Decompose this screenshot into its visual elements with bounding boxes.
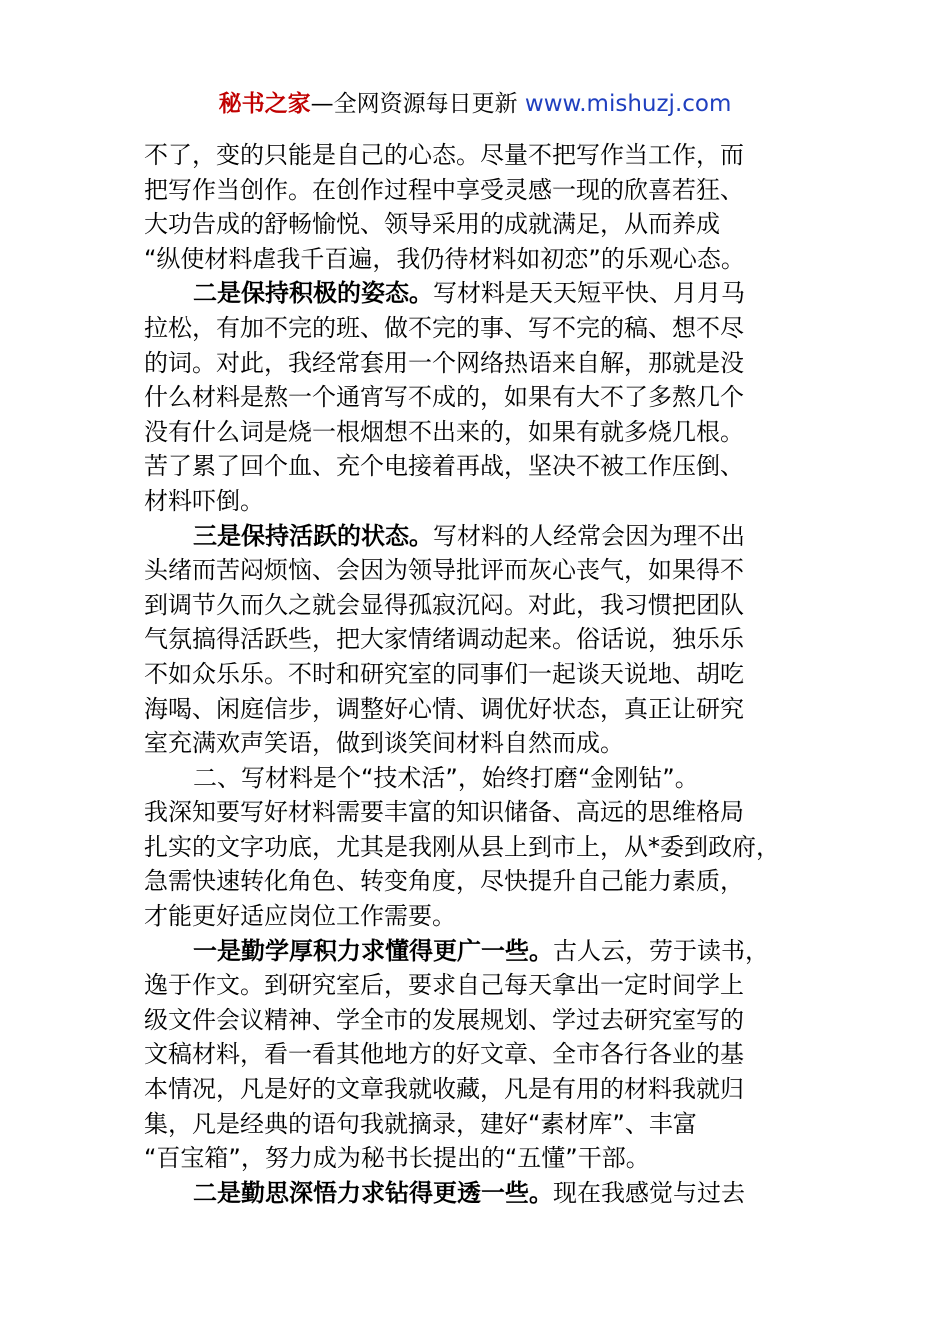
section-lead-heading: 一是勤学厚积力求懂得更广一些。 [193,936,553,965]
text-line [144,830,834,865]
line-text: 急需快速转化角色、转变角度，尽快提升自己能力素质， [144,867,744,896]
text-line [144,311,834,346]
text-line [144,657,834,692]
text-line [144,726,834,761]
line-text: 不如众乐乐。不时和研究室的同事们一起谈天说地、胡吃 [144,659,744,688]
text-line [144,1003,834,1038]
text-line [144,622,834,657]
line-text: 的词。对此，我经常套用一个网络热语来自解，那就是没 [144,348,744,377]
text-line [144,173,834,208]
section-lead-heading: 三是保持活跃的状态。 [193,521,433,550]
line-text: 才能更好适应岗位工作需要。 [144,902,456,931]
line-text: 集，凡是经典的语句我就摘录，建好“素材库”、丰富 [144,1109,697,1138]
line-text: 我深知要写好材料需要丰富的知识储备、高远的思维格局 [144,798,744,827]
line-text: 不了，变的只能是自己的心态。尽量不把写作当工作，而 [144,141,744,169]
text-line [144,1107,834,1142]
line-text: “纵使材料虐我千百遍，我仍待材料如初恋”的乐观心态。 [144,244,745,273]
line-text: 古人云，劳于读书， [553,936,769,965]
text-line [144,864,834,899]
line-text: 没有什么词是烧一根烟想不出来的，如果有就多烧几根。 [144,417,744,446]
line-text: “百宝箱”，努力成为秘书长提出的“五懂”干部。 [144,1144,650,1173]
line-text: 材料吓倒。 [144,486,264,515]
line-text: 室充满欢声笑语，做到谈笑间材料自然而成。 [144,729,624,758]
text-line [144,1141,834,1176]
line-text: 到调节久而久之就会显得孤寂沉闷。对此，我习惯把团队 [144,590,744,619]
section-lead-heading: 二是保持积极的姿态。 [193,279,433,308]
text-line [144,276,834,311]
line-text: 什么材料是熬一个通宵写不成的，如果有大不了多熬几个 [144,383,744,412]
site-header [0,88,950,120]
line-text: 气氛搞得活跃些，把大家情绪调动起来。俗话说，独乐乐 [144,625,744,654]
text-line [144,899,834,934]
line-text: 苦了累了回个血、充个电接着再战，坚决不被工作压倒、 [144,452,744,481]
header-slogan: —全网资源每日更新 [310,91,525,117]
text-line [144,1037,834,1072]
section-lead-heading: 二是勤思深悟力求钻得更透一些。 [193,1178,553,1207]
text-line [144,346,834,381]
text-line [144,519,834,554]
line-text: 文稿材料，看一看其他地方的好文章、全市各行各业的基 [144,1040,744,1069]
line-text: 二、写材料是个“技术活”，始终打磨“金刚钻”。 [193,763,699,792]
text-line [144,795,834,830]
line-text: 把写作当创作。在创作过程中享受灵感一现的欣喜若狂、 [144,175,744,204]
line-text: 逸于作文。到研究室后，要求自己每天拿出一定时间学上 [144,971,744,1000]
text-line [144,761,834,796]
document-body [144,138,834,1210]
text-line [144,207,834,242]
line-text: 大功告成的舒畅愉悦、领导采用的成就满足，从而养成 [144,210,720,239]
site-url-link[interactable]: www.mishuzj.com [524,91,732,117]
line-text: 头绪而苦闷烦恼、会因为领导批评而灰心丧气，如果得不 [144,556,744,585]
text-line [144,380,834,415]
text-line [144,588,834,623]
text-line [144,553,834,588]
text-line [144,415,834,450]
text-line [144,934,834,969]
text-line [144,242,834,277]
text-line [144,692,834,727]
text-line [144,484,834,519]
brand-name: 秘书之家 [218,91,311,117]
line-text: 现在我感觉与过去 [553,1178,745,1207]
text-line [144,138,834,173]
line-text: 扎实的文字功底，尤其是我刚从县上到市上，从*委到政府， [144,832,780,861]
text-line [144,449,834,484]
line-text: 级文件会议精神、学全市的发展规划、学过去研究室写的 [144,1005,744,1034]
text-line [144,1072,834,1107]
line-text: 本情况，凡是好的文章我就收藏，凡是有用的材料我就归 [144,1075,744,1104]
text-line [144,1176,834,1211]
line-text: 写材料的人经常会因为理不出 [433,521,745,550]
line-text: 写材料是天天短平快、月月马 [433,279,745,308]
line-text: 海喝、闲庭信步，调整好心情、调优好状态，真正让研究 [144,694,744,723]
line-text: 拉松，有加不完的班、做不完的事、写不完的稿、想不尽 [144,313,744,342]
text-line [144,968,834,1003]
